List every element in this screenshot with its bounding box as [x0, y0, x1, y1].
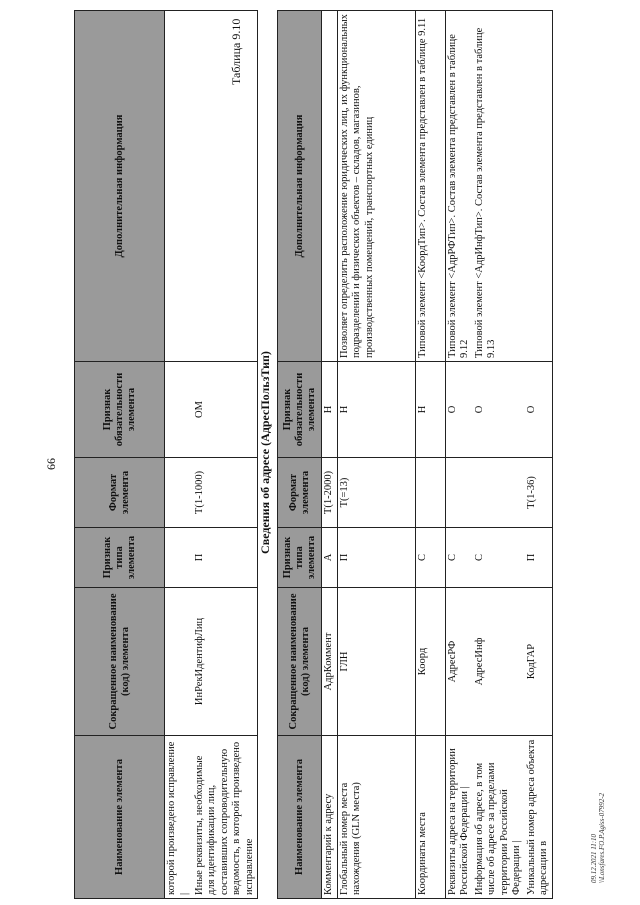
cell-format: [165, 458, 193, 528]
cell-type: [165, 528, 193, 588]
cell-short: АдрКоммент: [322, 588, 338, 736]
header-name: Наименование элемента: [278, 736, 322, 899]
cell-req: [165, 362, 193, 458]
cell-type: П: [193, 528, 258, 588]
cell-format: [415, 458, 445, 528]
cell-extra: Типовой элемент <КоордТип>. Состав элемента представлен в таблице 9.11: [415, 11, 445, 362]
cell-req: О: [445, 362, 473, 458]
cell-req: Н: [415, 362, 445, 458]
cell-extra: [322, 11, 338, 362]
cell-req: О: [525, 362, 553, 458]
cell-name: которой произведено исправление |: [165, 736, 193, 899]
cell-name: Координаты места: [415, 736, 445, 899]
cell-name: Реквизиты адреса на территории Российской Федерации |: [445, 736, 473, 899]
cell-short: АдресРФ: [445, 588, 473, 736]
cell-req: Н: [322, 362, 338, 458]
header-req: Признак обязательности элемента: [278, 362, 322, 458]
print-stamp: [590, 793, 606, 883]
cell-name: Комментарий к адресу: [322, 736, 338, 899]
header-name: Наименование элемента: [75, 736, 165, 899]
cell-format: [445, 458, 473, 528]
cell-format: T(=13): [337, 458, 415, 528]
header-format: Формат элемента: [278, 458, 322, 528]
cell-type: С: [445, 528, 473, 588]
header-extra: Дополнительная информация: [75, 11, 165, 362]
table-row: [445, 11, 473, 899]
table-row: [193, 11, 258, 899]
cell-type: П: [525, 528, 553, 588]
cell-req: О: [473, 362, 525, 458]
header-short: Сокращенное наименование (код) элемента: [75, 588, 165, 736]
table-row: [473, 11, 525, 899]
header-type: Признак типа элемента: [278, 528, 322, 588]
table-row: [165, 11, 193, 899]
header-extra: Дополнительная информация: [278, 11, 322, 362]
cell-extra: [525, 11, 553, 362]
cell-format: T(1-36): [525, 458, 553, 528]
cell-extra: Позволяет определить расположение юридических лиц, их функциональных подразделений и физических объектов – складов, магазинов, производственных помещений, транспортных единиц: [337, 11, 415, 362]
cell-name: Иные реквизиты, необходимые для идентификации лиц, составивших сопроводительную ведомость, в которой произведено исправление: [193, 736, 258, 899]
cell-name: Уникальный номер адреса объекта адресации в: [525, 736, 553, 899]
table-row: [322, 11, 338, 899]
cell-name: Глобальный номер места нахождения (GLN места): [337, 736, 415, 899]
cell-req: Н: [337, 362, 415, 458]
table-row: [415, 11, 445, 899]
cell-extra: Типовой элемент <АдрИнфТип>. Состав элемента представлен в таблице 9.13: [473, 11, 525, 362]
cell-format: T(1-1000): [193, 458, 258, 528]
table-caption: Сведения об адресе (АдресПользТип): [258, 351, 272, 554]
cell-extra: Типовой элемент <АдрРФТип>. Состав элемента представлен в таблице 9.12: [445, 11, 473, 362]
cell-type: С: [415, 528, 445, 588]
table-address: [277, 10, 553, 899]
stamp-date: 09.12.2021 11:10: [590, 833, 598, 883]
cell-req: ОМ: [193, 362, 258, 458]
cell-short: Коорд: [415, 588, 445, 736]
header-short: Сокращенное наименование (код) элемента: [278, 588, 322, 736]
table-row: [337, 11, 415, 899]
header-type: Признак типа элемента: [75, 528, 165, 588]
cell-short: ИнРекИдентифЛиц: [193, 588, 258, 736]
cell-extra: [165, 11, 193, 362]
cell-short: [165, 588, 193, 736]
cell-extra: [193, 11, 258, 362]
page-number: 66: [44, 458, 58, 470]
cell-type: П: [337, 528, 415, 588]
cell-format: [473, 458, 525, 528]
table-row: [525, 11, 553, 899]
cell-format: T(1-2000): [322, 458, 338, 528]
table-label: Таблица 9.10: [229, 18, 243, 85]
cell-name: Информация об адресе, в том числе об адресе за пределами территории Российской Федерации |: [473, 736, 525, 899]
cell-short: КодГАР: [525, 588, 553, 736]
table-continuation: [74, 10, 258, 899]
cell-type: С: [473, 528, 525, 588]
header-req: Признак обязательности элемента: [75, 362, 165, 458]
cell-short: ГЛН: [337, 588, 415, 736]
cell-short: АдресИнф: [473, 588, 525, 736]
stamp-path: \\Lonsfares.FO.P.Agiss-07992-2: [598, 792, 606, 883]
cell-type: А: [322, 528, 338, 588]
header-format: Формат элемента: [75, 458, 165, 528]
